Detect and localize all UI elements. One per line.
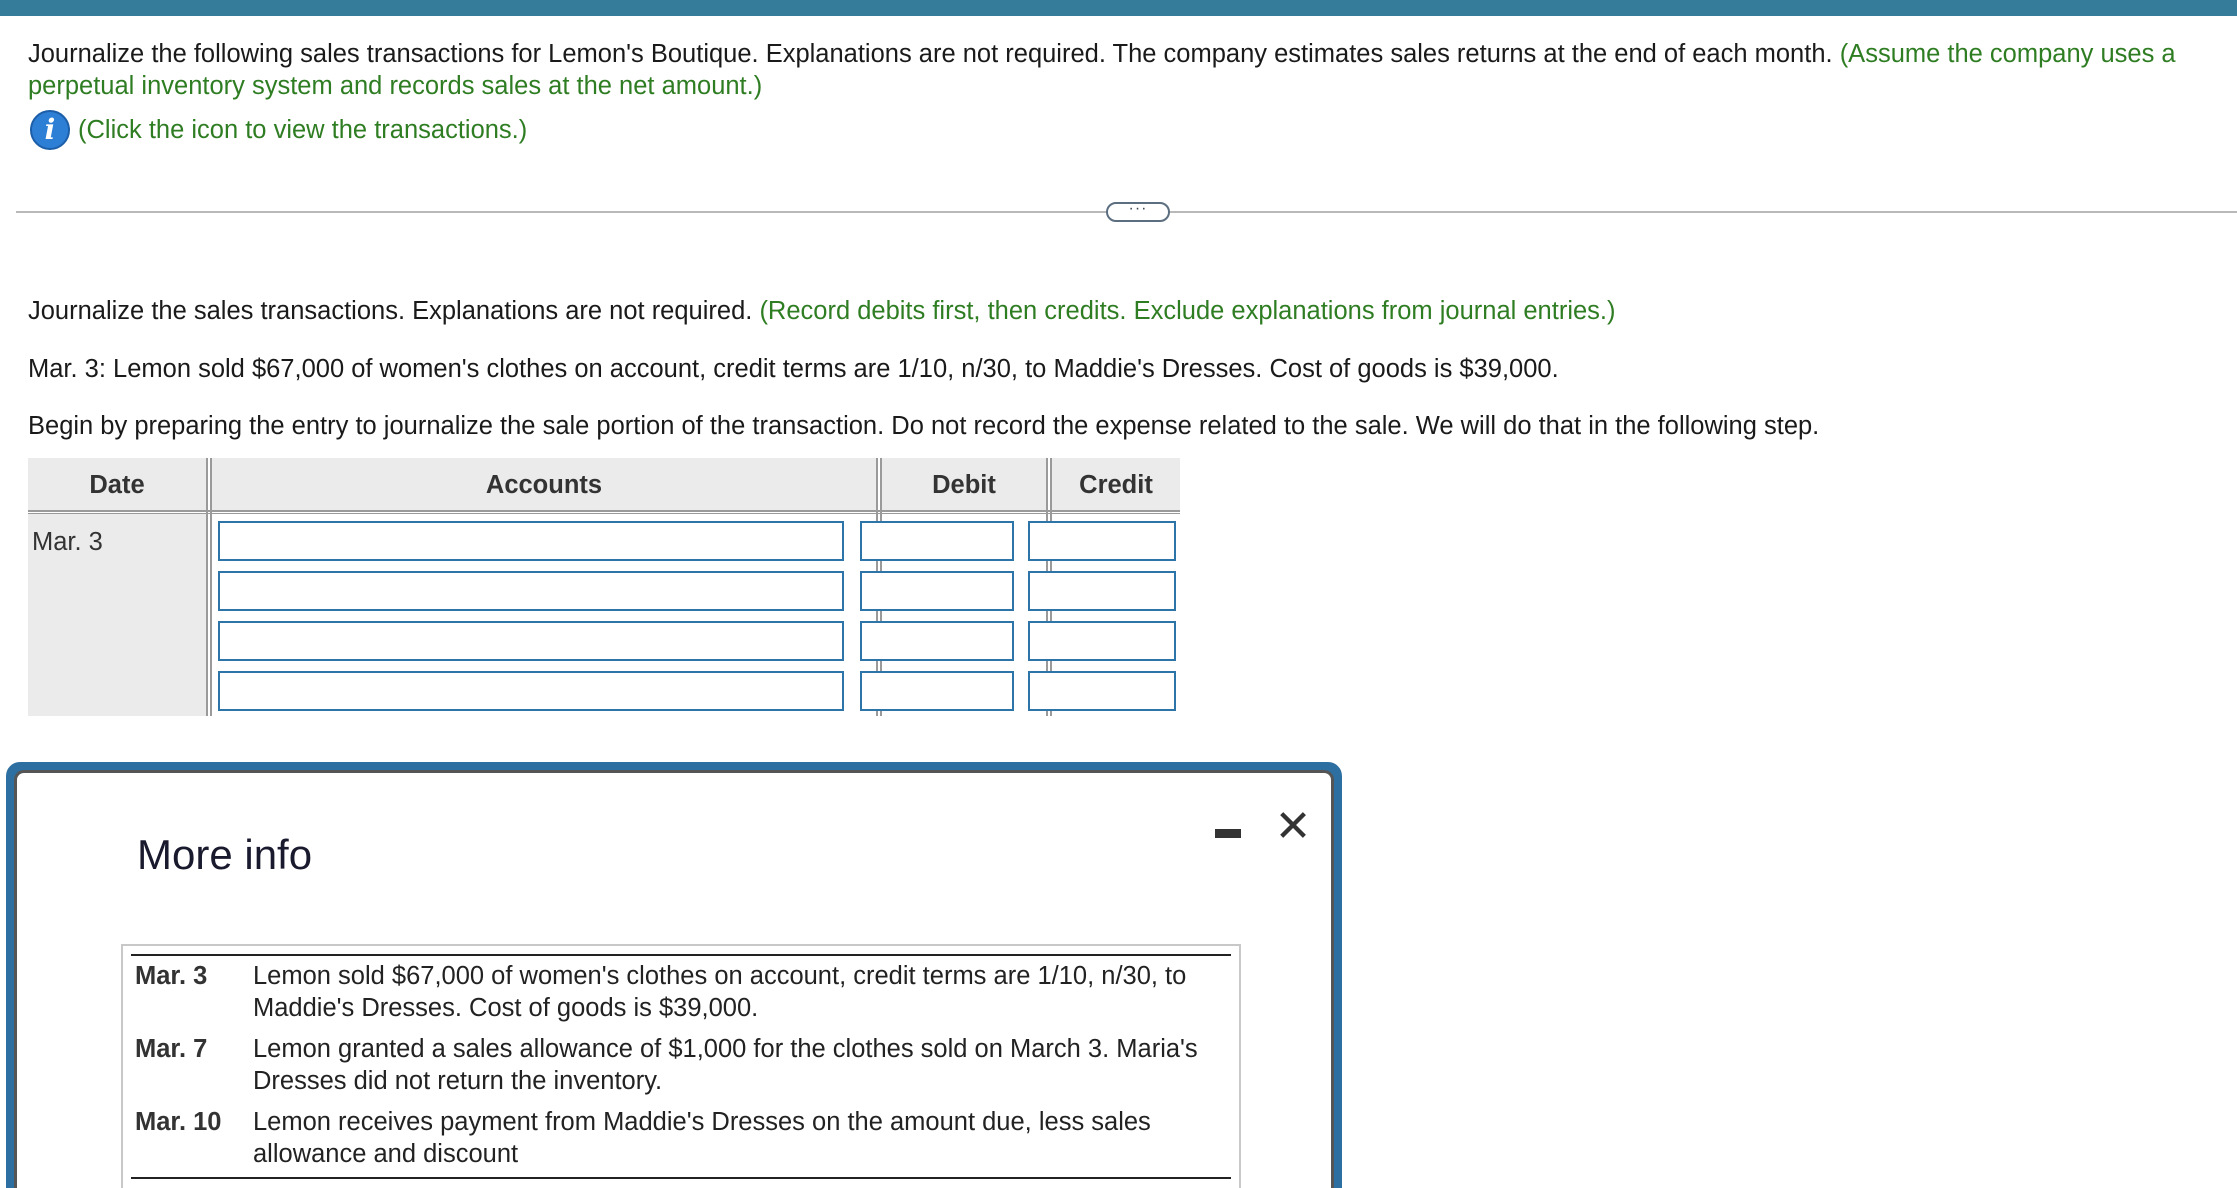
journal-entry-table	[28, 458, 1180, 716]
header-date: Date	[28, 458, 206, 512]
expand-dots-button[interactable]	[1106, 202, 1170, 222]
transactions-table	[121, 944, 1241, 1188]
more-info-modal	[6, 762, 1342, 1188]
instructions-line	[28, 295, 1616, 327]
minimize-button[interactable]	[1213, 815, 1243, 845]
item-text: Lemon sold $67,000 of women's clothes on account, credit terms are 1/10, n/30, to Maddie's Dresses. Cost of goods is $39,000.	[253, 962, 1187, 1022]
intro-text: Journalize the following sales transactions for Lemon's Boutique. Explanations are not required. The company estimates sales returns at the end of each month.	[28, 40, 1833, 68]
info-icon[interactable]: i	[30, 110, 70, 150]
problem-intro	[28, 38, 2218, 102]
modal-body	[14, 770, 1334, 1188]
item-date: Mar. 3	[135, 962, 208, 990]
transaction-description: Mar. 3: Lemon sold $67,000 of women's clothes on account, credit terms are 1/10, n/30, to Maddie's Dresses. Cost of goods is $39,000.	[28, 355, 1559, 383]
list-item	[135, 1033, 1235, 1097]
top-accent-bar	[0, 0, 2237, 16]
close-icon[interactable]: ✕	[1274, 802, 1312, 851]
header-accounts: Accounts	[212, 458, 876, 512]
credit-input-row-1[interactable]	[1028, 521, 1176, 561]
account-input-row-2[interactable]	[218, 571, 844, 611]
item-date: Mar. 10	[135, 1108, 222, 1136]
list-item	[135, 1106, 1235, 1170]
list-item	[135, 960, 1235, 1024]
header-debit: Debit	[882, 458, 1046, 512]
instructions-hint: (Record debits first, then credits. Exclude explanations from journal entries.)	[759, 297, 1616, 325]
account-input-row-1[interactable]	[218, 521, 844, 561]
account-input-row-4[interactable]	[218, 671, 844, 711]
date-cell: Mar. 3	[28, 514, 206, 716]
credit-input-row-4[interactable]	[1028, 671, 1176, 711]
step-description: Begin by preparing the entry to journalize the sale portion of the transaction. Do not record the expense related to the sale. We will do that in the following step.	[28, 412, 1820, 440]
table-top-rule	[131, 954, 1231, 956]
debit-input-row-3[interactable]	[860, 621, 1014, 661]
transactions-info-line	[30, 110, 527, 150]
column-separator	[206, 458, 212, 716]
table-bottom-rule	[131, 1177, 1231, 1179]
instructions-text: Journalize the sales transactions. Explanations are not required.	[28, 297, 753, 325]
credit-input-row-3[interactable]	[1028, 621, 1176, 661]
debit-input-row-1[interactable]	[860, 521, 1014, 561]
intro-hint: (Assume the company uses a perpetual inventory system and records sales at the net amount.)	[28, 40, 2176, 100]
item-date: Mar. 7	[135, 1035, 208, 1063]
header-credit: Credit	[1052, 458, 1180, 512]
modal-title: More info	[137, 831, 313, 878]
debit-input-row-2[interactable]	[860, 571, 1014, 611]
credit-input-row-2[interactable]	[1028, 571, 1176, 611]
debit-input-row-4[interactable]	[860, 671, 1014, 711]
item-text: Lemon receives payment from Maddie's Dresses on the amount due, less sales allowance and discount	[253, 1108, 1151, 1168]
account-input-row-3[interactable]	[218, 621, 844, 661]
item-text: Lemon granted a sales allowance of $1,000 for the clothes sold on March 3. Maria's Dresses did not return the inventory.	[253, 1035, 1198, 1095]
info-link-text[interactable]: (Click the icon to view the transactions.)	[78, 115, 528, 144]
dots-label: ···	[1128, 200, 1148, 217]
